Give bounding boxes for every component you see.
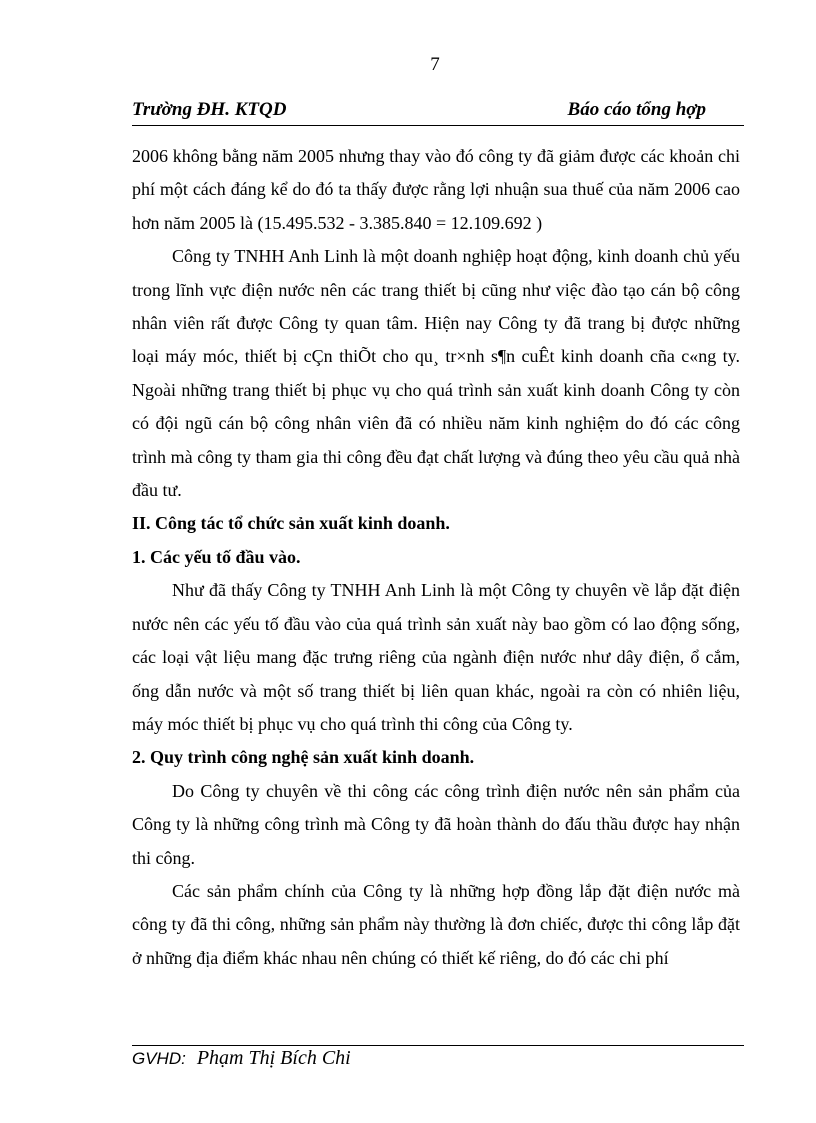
paragraph-inputs: Như đã thấy Công ty TNHH Anh Linh là một Công ty chuyên về lắp đặt điện nước nên các yếu tố đầu vào của quá trình sản xuất này bao gồm có lao động sống, các loại vật liệu mang đặc trưng riêng của ngành điện nước như dây điện, ổ cắm, ống dẫn nước và một số trang thiết bị liên quan khác, ngoài ra còn có nhiên liệu, máy móc thiết bị phục vụ cho quá trình thi công của Công ty. bbox=[132, 580, 740, 734]
paragraph-main-products: Các sản phẩm chính của Công ty là những hợp đồng lắp đặt điện nước mà công ty đã thi công, những sản phẩm này thường là đơn chiếc, được thi công lắp đặt ở những địa điểm khác nhau nên chúng có thiết kế riêng, do đó các chi phí bbox=[132, 880, 740, 968]
page-number: 7 bbox=[430, 54, 440, 75]
footer-divider bbox=[132, 1045, 744, 1046]
subsection-heading-process: 2. Quy trình công nghệ sản xuất kinh doanh. bbox=[132, 747, 475, 768]
header-report-title: Báo cáo tổng hợp bbox=[567, 99, 706, 120]
page-footer bbox=[132, 1047, 351, 1070]
page-header bbox=[132, 97, 744, 126]
subsection-heading-inputs: 1. Các yếu tố đầu vào. bbox=[132, 546, 301, 567]
paragraph-process: Do Công ty chuyên về thi công các công trình điện nước nên sản phẩm của Công ty là những công trình mà Công ty đã hoàn thành do đấu thầu được hay nhận thi công. bbox=[132, 780, 740, 868]
header-school: Trường ĐH. KTQD bbox=[132, 99, 287, 120]
footer-supervisor-label: GVHD: bbox=[132, 1049, 186, 1068]
section-heading-organization: II. Công tác tổ chức sản xuất kinh doanh. bbox=[132, 513, 450, 534]
paragraph-company-overview: Công ty TNHH Anh Linh là một doanh nghiệp hoạt động, kinh doanh chủ yếu trong lĩnh vực điện nước nên các trang thiết bị cũng như việc đào tạo cán bộ công nhân viên rất được Công ty quan tâm. Hiện nay Công ty đã trang bị được những loại máy móc, thiết bị cÇn thiÕt cho qu¸ tr×nh s¶n cuÊt kinh doanh cña c«ng ty. Ngoài những trang thiết bị phục vụ cho quá trình sản xuất kinh doanh Công ty còn có đội ngũ cán bộ công nhân viên đã có nhiều năm kinh nghiệm do đó các công trình mà công ty tham gia thi công đều đạt chất lượng và đúng theo yêu cầu quả nhà đầu tư. bbox=[132, 246, 740, 501]
paragraph-profit-comparison: 2006 không bằng năm 2005 nhưng thay vào đó công ty đã giảm được các khoản chi phí một cách đáng kể do đó ta thấy được rằng lợi nhuận sua thuế của năm 2006 cao hơn năm 2005 là (15.495.532 - 3.385.840 = 12.109.692 ) bbox=[132, 146, 740, 233]
document-body bbox=[132, 140, 740, 975]
footer-supervisor-name: Phạm Thị Bích Chi bbox=[196, 1047, 351, 1069]
